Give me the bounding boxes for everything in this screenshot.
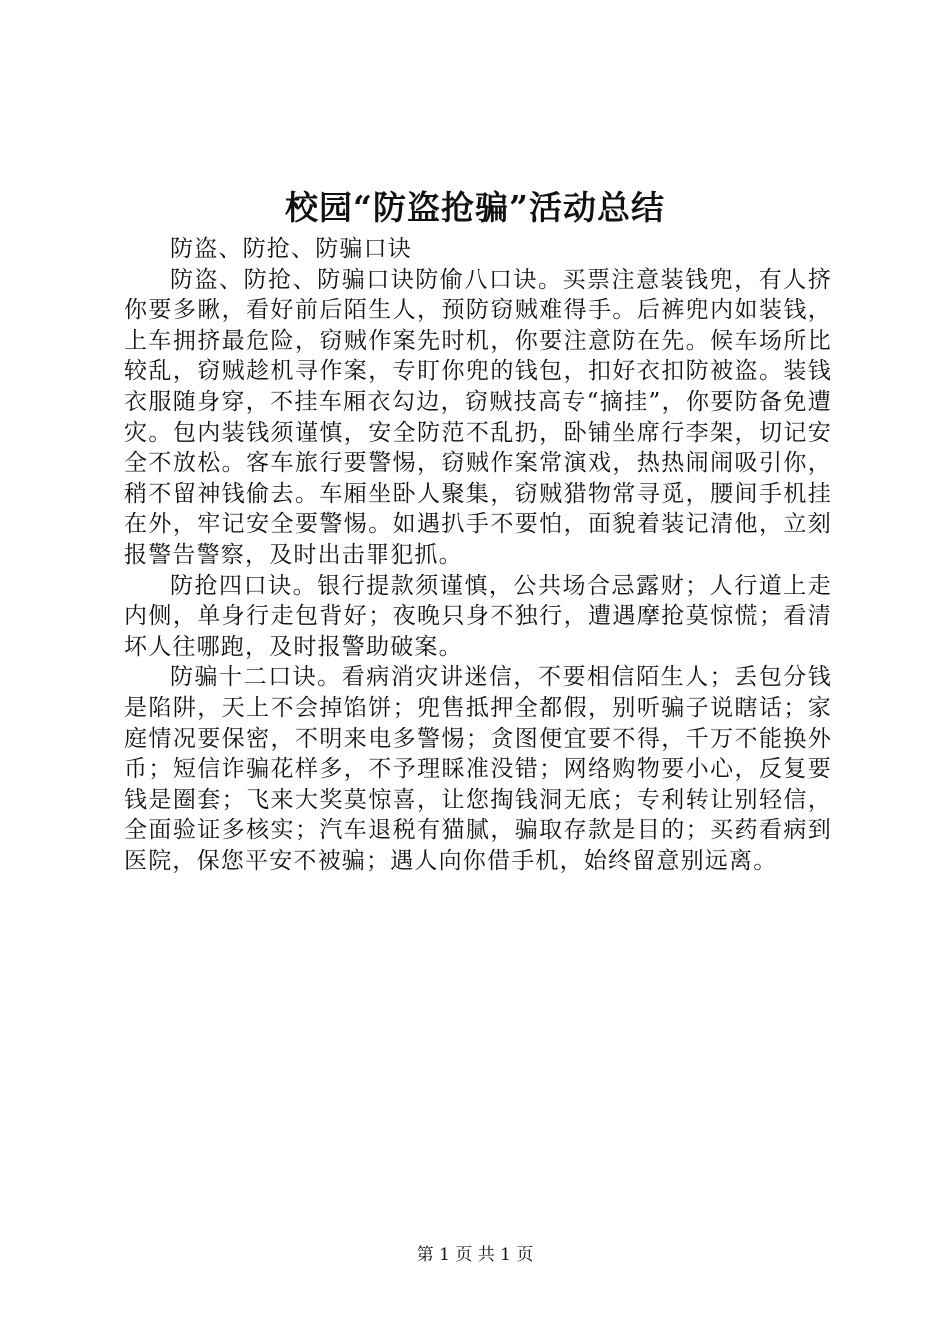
- paragraph-heading: 防盗、防抢、防骗口诀: [170, 236, 412, 262]
- paragraph-anti-theft: 防盗、防抢、防骗口诀防偷八口诀。买票注意装钱兜，有人挤你要多瞅，看好前后陌生人，预防窃贼难得手。后裤兜内如装钱，上车拥挤最危险，窃贼作案先时机，你要注意防在先。候车场所比较乱，窃贼趁机寻作案，专盯你兜的钱包，扣好衣扣防被盗。装钱衣服随身穿，不挂车厢衣勾边，窃贼技高专“摘挂”，你要防备免遭灾。包内装钱须谨慎，安全防范不乱扔，卧铺坐席行李架，切记安全不放松。客车旅行要警惕，窃贼作案常演戏，热热闹闹吸引你，稍不留神钱偷去。车厢坐卧人聚集，窃贼猎物常寻觅，腰间手机挂在外，牢记安全要警惕。如遇扒手不要怕，面貌着装记清他，立刻报警告警察，及时出击罪犯抓。: [124, 266, 832, 568]
- paragraph-anti-robbery: 防抢四口诀。银行提款须谨慎，公共场合忌露财；人行道上走内侧，单身行走包背好；夜晚只身不独行，遭遇摩抢莫惊慌；看清坏人往哪跑，及时报警助破案。: [124, 572, 832, 660]
- page-number-footer: 第 1 页 共 1 页: [416, 1245, 534, 1265]
- paragraph-anti-fraud: 防骗十二口诀。看病消灾讲迷信，不要相信陌生人；丢包分钱是陷阱，天上不会掉馅饼；兜售抵押全都假，别听骗子说瞎话；家庭情况要保密，不明来电多警惕；贪图便宜要不得，千万不能换外币；短信诈骗花样多，不予理睬准没错；网络购物要小心，反复要钱是圈套；飞来大奖莫惊喜，让您掏钱洞无底；专利转让别轻信，全面验证多核实；汽车退税有猫腻，骗取存款是目的；买药看病到医院，保您平安不被骗；遇人向你借手机，始终留意别远离。: [124, 664, 832, 874]
- document-title: 校园“防盗抢骗”活动总结: [285, 188, 665, 227]
- document-body: [124, 234, 832, 876]
